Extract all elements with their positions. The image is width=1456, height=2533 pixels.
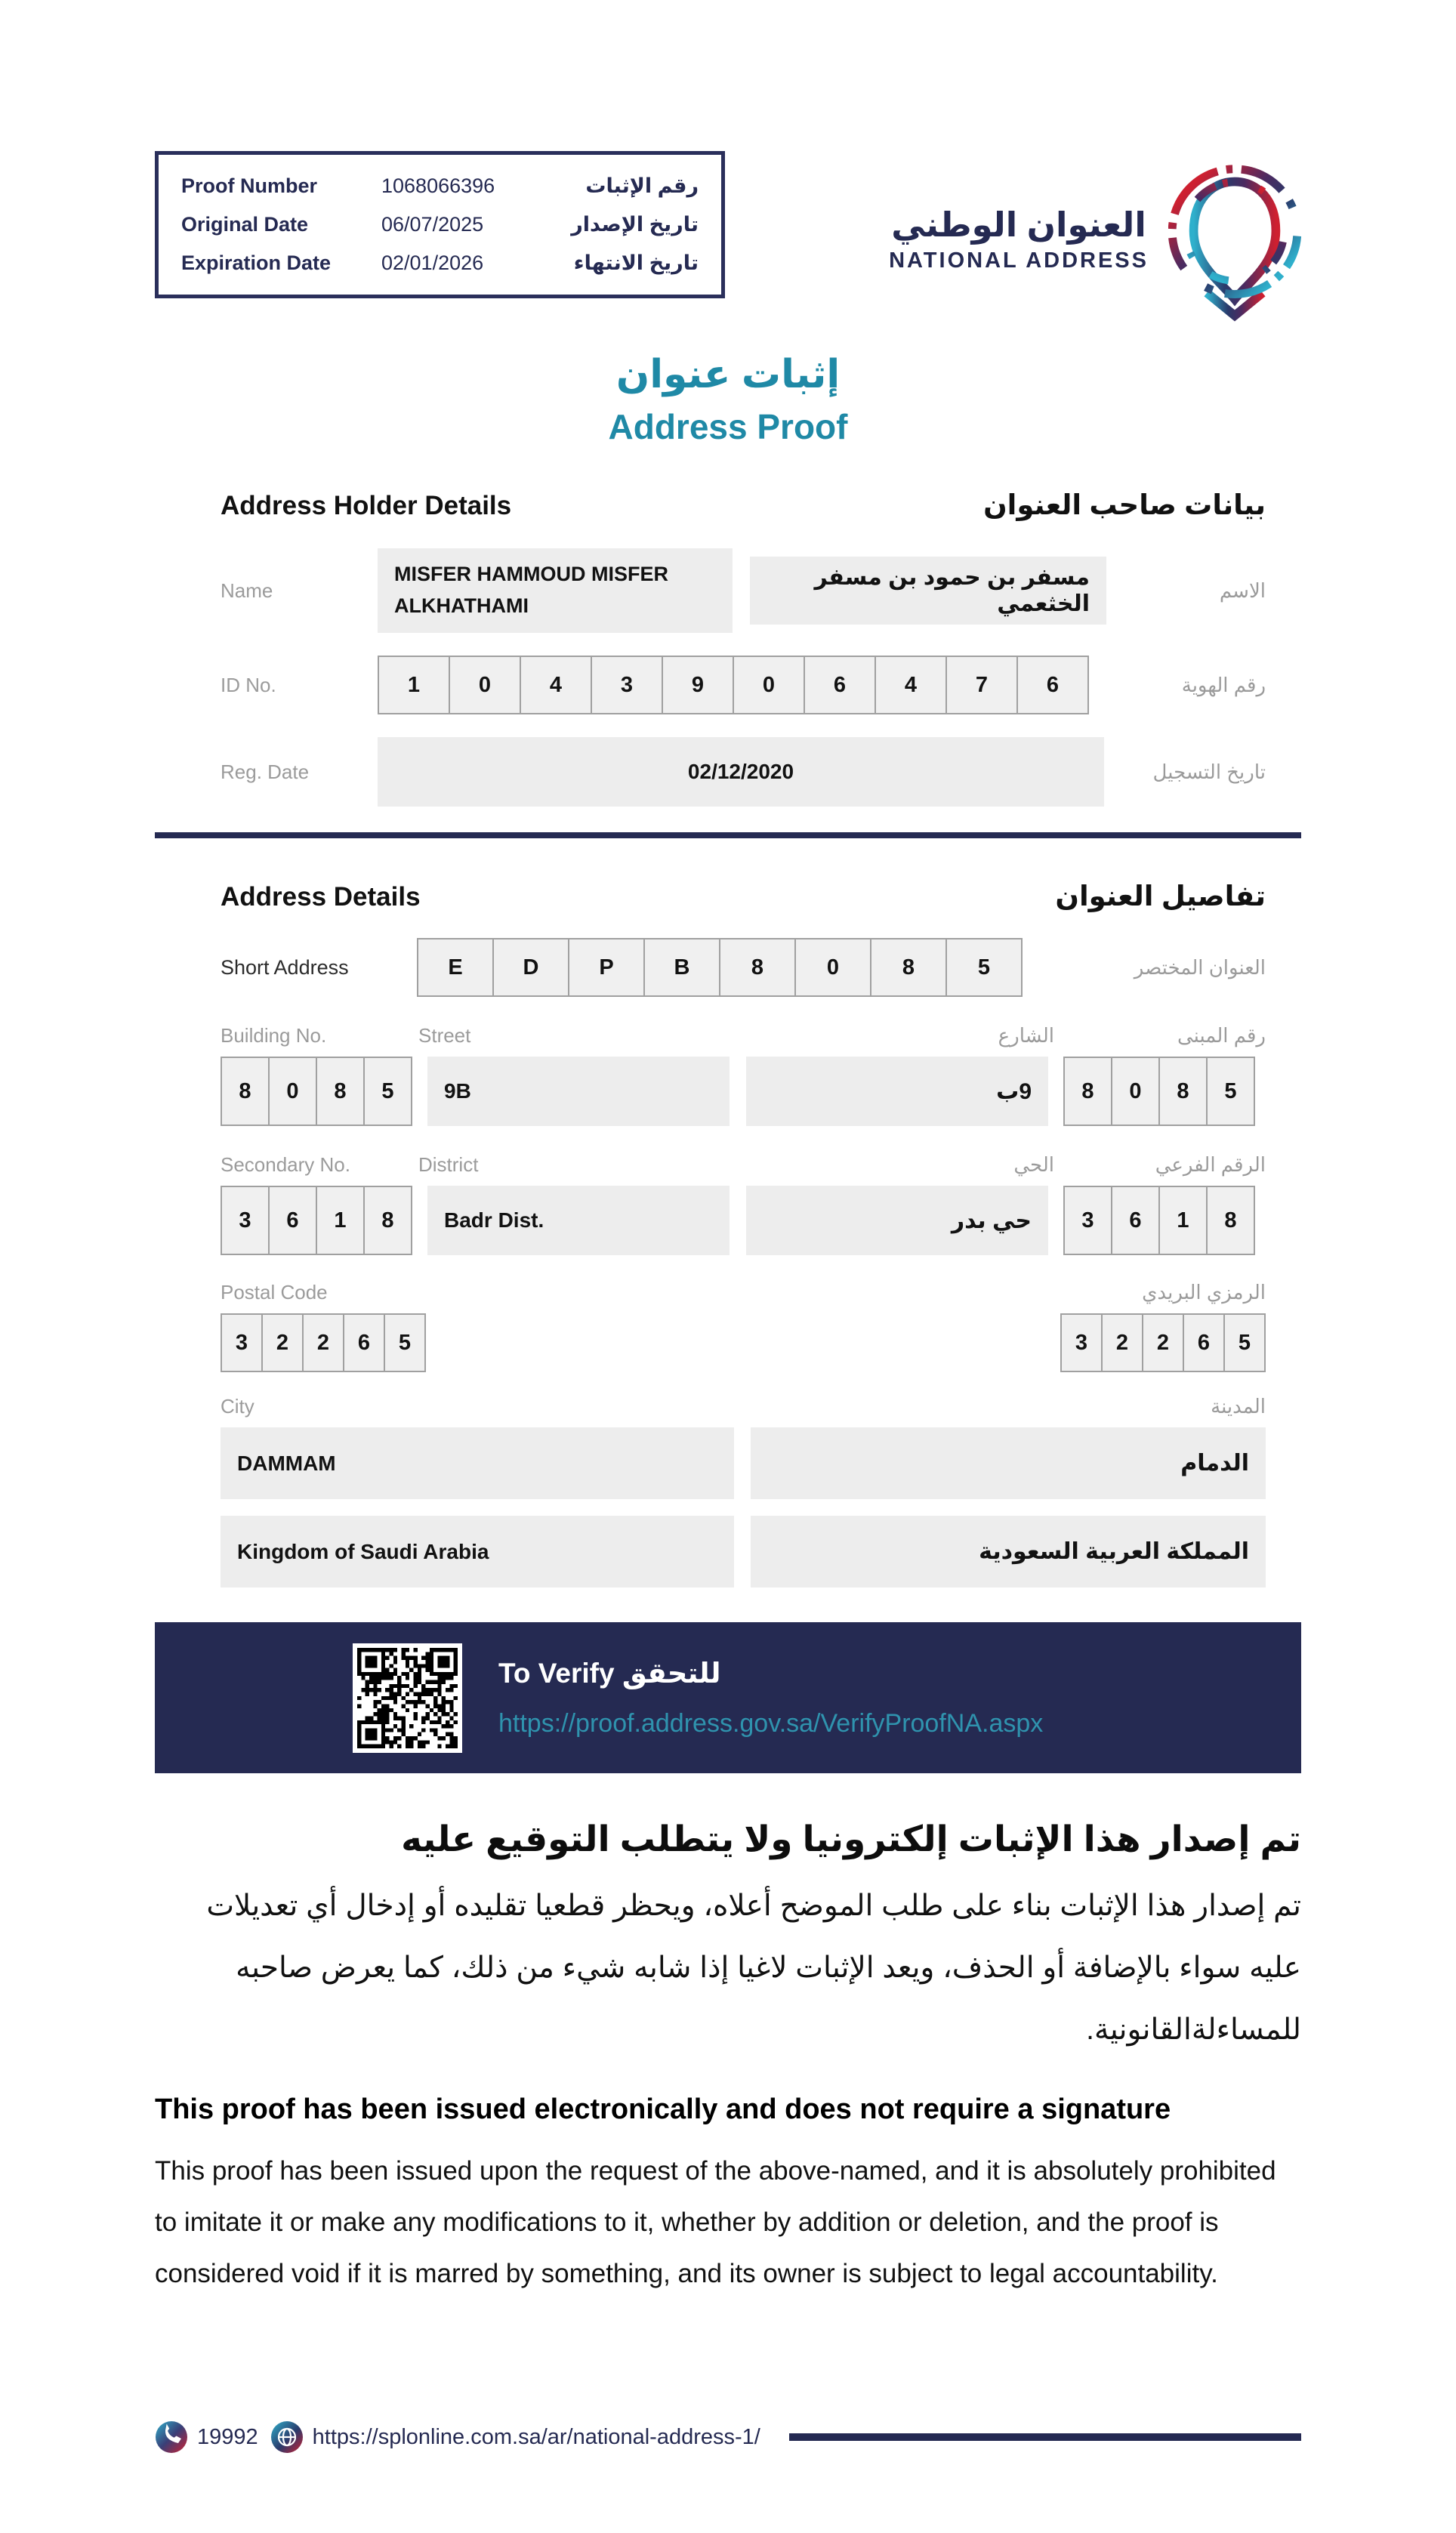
- proof-number-label-ar: رقم الإثبات: [585, 174, 699, 197]
- street-label: Street: [418, 1024, 471, 1047]
- national-address-logo: [889, 153, 1301, 327]
- address-section-header: [221, 880, 1266, 912]
- char-cell: 3: [221, 1186, 270, 1255]
- original-date-row: [181, 213, 699, 236]
- building-cells-en: [221, 1057, 412, 1126]
- name-value-ar: مسفر بن حمود بن مسفر الخثعمي: [750, 557, 1106, 625]
- title-arabic: إثبات عنوان: [615, 353, 841, 396]
- globe-icon: [270, 2420, 304, 2454]
- secondary-district-values: [221, 1186, 1266, 1255]
- proof-number-label: Proof Number: [181, 174, 318, 197]
- proof-number-row: [181, 174, 699, 198]
- country-value-ar: المملكة العربية السعودية: [751, 1516, 1266, 1587]
- postal-values: [221, 1313, 1266, 1372]
- name-value-en: MISFER HAMMOUD MISFER ALKHATHAMI: [378, 548, 733, 633]
- reg-date-label: Reg. Date: [221, 760, 310, 783]
- district-value-en: Badr Dist.: [427, 1186, 730, 1255]
- char-cell: E: [417, 938, 494, 997]
- document-title: [155, 352, 1301, 447]
- district-label: District: [418, 1153, 479, 1176]
- address-holder-section: [155, 489, 1301, 807]
- char-cell: 3: [1063, 1186, 1112, 1255]
- proof-meta-box: [155, 151, 725, 298]
- char-cell: 3: [591, 656, 663, 714]
- char-cell: 0: [1111, 1057, 1160, 1126]
- char-cell: 6: [1111, 1186, 1160, 1255]
- title-english: Address Proof: [608, 407, 848, 446]
- char-cell: 0: [449, 656, 521, 714]
- char-cell: B: [643, 938, 720, 997]
- char-cell: 1: [1158, 1186, 1208, 1255]
- name-label-ar: الاسم: [1219, 578, 1266, 602]
- char-cell: 6: [343, 1313, 385, 1372]
- char-cell: 2: [302, 1313, 344, 1372]
- qr-code: [353, 1643, 462, 1753]
- city-values: [221, 1427, 1266, 1499]
- city-labels: [221, 1395, 1266, 1418]
- postal-label: Postal Code: [221, 1281, 328, 1304]
- expiration-date-row: [181, 251, 699, 275]
- holder-section-header: [221, 489, 1266, 521]
- proof-number-value: 1068066396: [381, 174, 495, 197]
- char-cell: 0: [794, 938, 871, 997]
- logo-text: [889, 206, 1149, 273]
- qr-code-svg: [357, 1648, 458, 1748]
- arabic-notice-body: تم إصدار هذا الإثبات بناء على طلب الموضح أعلاه، ويحظر قطعيا تقليده أو إدخال أي تعديلات عليه سواء بالإضافة أو الحذف، ويعد الإثبات لاغيا إذا شابه شيء من ذلك، كما يعرض صاحبه للمساءلةالقانونية.: [206, 1890, 1301, 2046]
- address-heading-en: Address Details: [221, 882, 421, 912]
- char-cell: 6: [804, 656, 876, 714]
- reg-date-value: 02/12/2020: [378, 737, 1104, 807]
- holder-heading-ar: بيانات صاحب العنوان: [983, 489, 1266, 520]
- original-date-label-ar: تاريخ الإصدار: [571, 213, 699, 236]
- secondary-district-labels: [221, 1153, 1266, 1177]
- verify-label: To Verify للتحقق: [498, 1658, 721, 1689]
- short-address-row: [221, 938, 1266, 997]
- holder-heading-en: Address Holder Details: [221, 491, 512, 520]
- address-heading-ar: تفاصيل العنوان: [1055, 881, 1266, 912]
- name-row: [221, 548, 1266, 633]
- id-digit-cells: [378, 656, 1089, 714]
- country-values: [221, 1516, 1266, 1587]
- id-number-row: [221, 656, 1266, 714]
- building-street-values: [221, 1057, 1266, 1126]
- original-date-value: 06/07/2025: [381, 213, 484, 236]
- expiration-date-label-ar: تاريخ الانتهاء: [573, 251, 699, 274]
- secondary-cells-ar: [1063, 1186, 1255, 1255]
- document-header: [155, 0, 1301, 340]
- city-label: City: [221, 1395, 254, 1418]
- char-cell: D: [492, 938, 569, 997]
- footer-url-link[interactable]: https://splonline.com.sa/ar/national-address-1/: [312, 2424, 760, 2449]
- street-value-en: 9B: [427, 1057, 730, 1126]
- char-cell: 5: [1223, 1313, 1266, 1372]
- secondary-label: Secondary No.: [221, 1153, 350, 1176]
- phone-number: 19992: [197, 2424, 258, 2449]
- char-cell: 8: [870, 938, 947, 997]
- country-value-en: Kingdom of Saudi Arabia: [221, 1516, 734, 1587]
- char-cell: 5: [945, 938, 1023, 997]
- short-address-label: Short Address: [221, 955, 349, 979]
- building-label-ar: رقم المبنى: [1177, 1024, 1266, 1047]
- expiration-date-label: Expiration Date: [181, 251, 332, 274]
- postal-cells-ar: [1060, 1313, 1266, 1372]
- name-label: Name: [221, 578, 273, 602]
- char-cell: 6: [1016, 656, 1089, 714]
- char-cell: 5: [363, 1057, 412, 1126]
- char-cell: 0: [733, 656, 805, 714]
- verify-url-link[interactable]: https://proof.address.gov.sa/VerifyProofNA.aspx: [498, 1709, 1044, 1738]
- postal-cells-en: [221, 1313, 426, 1372]
- char-cell: 4: [875, 656, 947, 714]
- char-cell: P: [568, 938, 645, 997]
- char-cell: 2: [261, 1313, 304, 1372]
- english-notice-body: This proof has been issued upon the request of the above-named, and it is absolutely prohibited to imitate it or make any modifications to it, whether by addition or deletion, and the proof is considered void if it is marred by something, and its owner is subject to legal accountability.: [155, 2155, 1276, 2289]
- char-cell: 7: [945, 656, 1018, 714]
- city-label-ar: المدينة: [1211, 1395, 1266, 1418]
- id-label-ar: رقم الهوية: [1181, 673, 1266, 696]
- street-label-ar: الشارع: [998, 1024, 1054, 1047]
- postal-labels: [221, 1281, 1266, 1304]
- char-cell: 9: [662, 656, 734, 714]
- char-cell: 8: [719, 938, 796, 997]
- char-cell: 8: [1206, 1186, 1255, 1255]
- secondary-cells-en: [221, 1186, 412, 1255]
- char-cell: 5: [384, 1313, 426, 1372]
- city-value-ar: الدمام: [751, 1427, 1266, 1499]
- char-cell: 8: [1063, 1057, 1112, 1126]
- char-cell: 6: [1183, 1313, 1225, 1372]
- section-divider: [155, 832, 1301, 838]
- char-cell: 6: [268, 1186, 317, 1255]
- district-label-ar: الحي: [1013, 1153, 1054, 1176]
- char-cell: 4: [520, 656, 592, 714]
- char-cell: 2: [1142, 1313, 1184, 1372]
- arabic-notice-heading: تم إصدار هذا الإثبات إلكترونيا ولا يتطلب التوقيع عليه: [401, 1819, 1301, 1859]
- footer-rule: [789, 2433, 1301, 2441]
- logo-title-english: NATIONAL ADDRESS: [889, 248, 1149, 273]
- phone-icon: [155, 2420, 188, 2454]
- verify-text: [498, 1657, 1043, 1739]
- national-address-pin-icon: [1168, 153, 1301, 327]
- char-cell: 1: [316, 1186, 365, 1255]
- id-label: ID No.: [221, 673, 276, 696]
- char-cell: 3: [1060, 1313, 1103, 1372]
- district-value-ar: حي بدر: [746, 1186, 1048, 1255]
- address-details-section: [155, 880, 1301, 1587]
- logo-title-arabic: العنوان الوطني: [891, 205, 1146, 245]
- char-cell: 8: [1158, 1057, 1208, 1126]
- building-cells-ar: [1063, 1057, 1255, 1126]
- english-notice-heading: This proof has been issued electronically and does not require a signature: [155, 2093, 1171, 2125]
- char-cell: 0: [268, 1057, 317, 1126]
- char-cell: 8: [363, 1186, 412, 1255]
- short-address-cells: [417, 938, 1023, 997]
- building-street-labels: [221, 1024, 1266, 1047]
- street-value-ar: 9ب: [746, 1057, 1048, 1126]
- char-cell: 5: [1206, 1057, 1255, 1126]
- secondary-label-ar: الرقم الفرعي: [1155, 1153, 1266, 1176]
- reg-date-row: [221, 737, 1266, 807]
- char-cell: 3: [221, 1313, 263, 1372]
- expiration-date-value: 02/01/2026: [381, 251, 484, 274]
- char-cell: 8: [221, 1057, 270, 1126]
- char-cell: 2: [1101, 1313, 1143, 1372]
- original-date-label: Original Date: [181, 213, 309, 236]
- char-cell: 8: [316, 1057, 365, 1126]
- reg-date-label-ar: تاريخ التسجيل: [1152, 760, 1266, 783]
- page-footer: [155, 2420, 1301, 2454]
- short-address-label-ar: العنوان المختصر: [1134, 955, 1266, 979]
- verify-bar: [155, 1622, 1301, 1773]
- postal-label-ar: الرمزي البريدي: [1142, 1281, 1266, 1304]
- building-label: Building No.: [221, 1024, 327, 1047]
- city-value-en: DAMMAM: [221, 1427, 734, 1499]
- char-cell: 1: [378, 656, 450, 714]
